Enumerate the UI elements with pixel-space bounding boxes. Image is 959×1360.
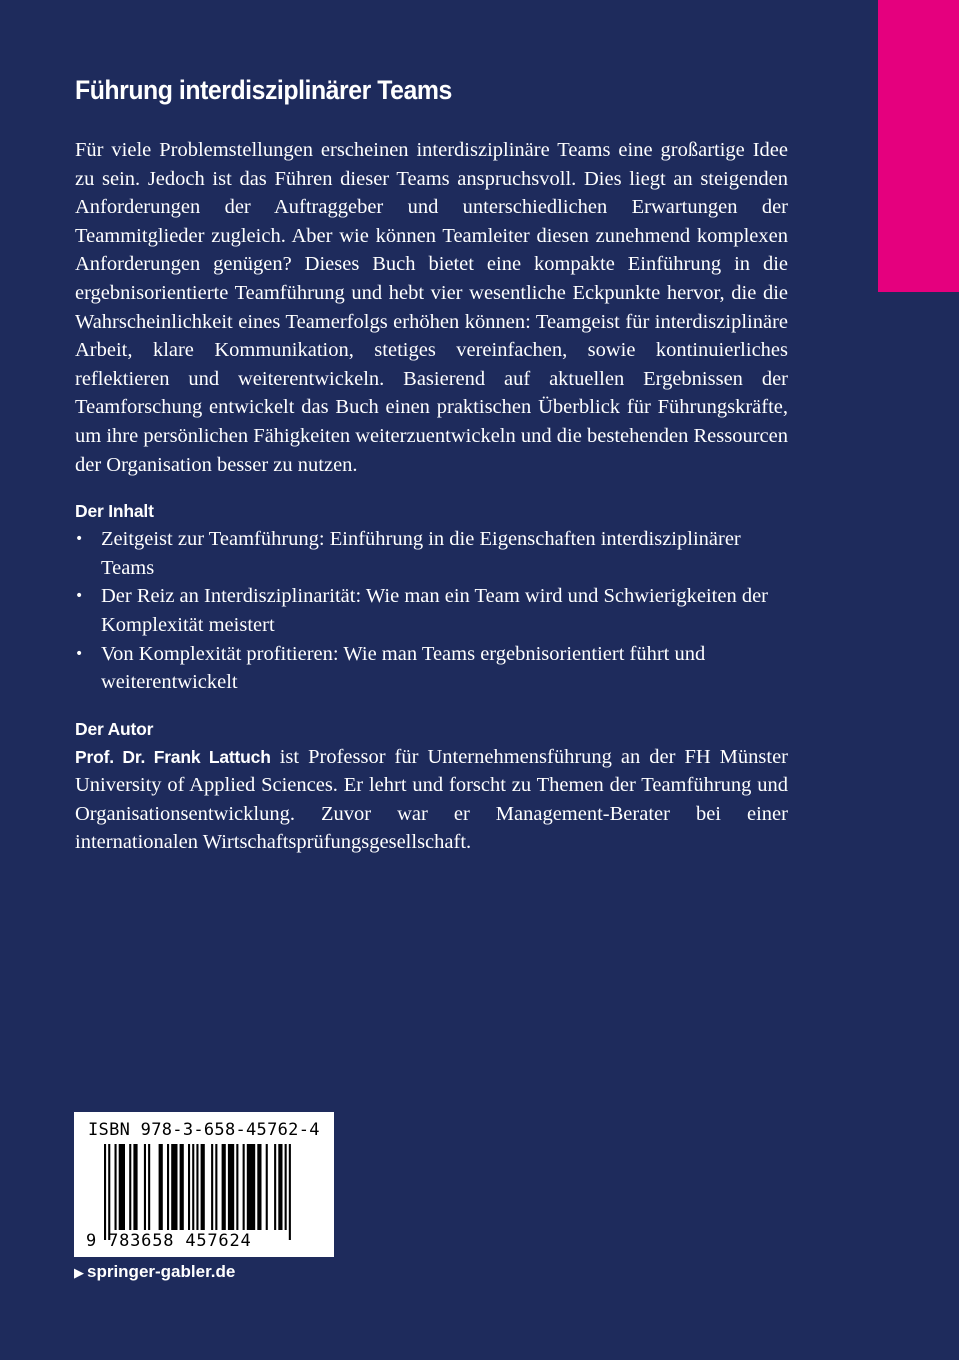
publisher-website [74,1262,235,1282]
autor-heading: Der Autor [75,718,154,739]
isbn-label: ISBN 978-3-658-45762-4 [88,1120,320,1140]
barcode-bar [257,1144,261,1230]
barcode-bar [188,1144,190,1230]
inhalt-list [75,525,788,697]
barcode-bar [119,1144,125,1230]
barcode-bar [274,1144,276,1230]
barcode-bar [201,1144,205,1230]
barcode-bar [104,1144,106,1240]
book-title: Führung interdisziplinärer Teams [75,75,452,105]
barcode-bar [148,1144,150,1230]
barcode-bar [236,1144,238,1230]
triangle-right-icon: ▶ [74,1265,84,1280]
list-item [75,640,781,697]
barcode-bar [289,1144,291,1240]
author-bio-text: ist Professor für Unternehmensführung an der FH Münster University of Applied Sciences. Er lehrt und forscht zu Themen der Teamführung und Organisationsentwicklung. Zuvor war er Management-Berater bei einer internationalen Wirtschaftsprüfungsgesellschaft. [75,745,788,854]
barcode-digits: 9 783658 457624 [86,1231,252,1251]
barcode-bar [243,1144,245,1230]
publisher-website-text: springer-gabler.de [87,1262,236,1281]
barcode-bar [211,1144,213,1230]
list-item-text: Der Reiz an Interdisziplinarität: Wie man ein Team wird und Schwierigkeiten der Komplexität meistert [101,585,769,636]
barcode-bar [215,1144,217,1230]
barcode-bar [108,1144,110,1240]
inhalt-heading: Der Inhalt [75,501,154,522]
barcode-bar [222,1144,226,1230]
book-description: Für viele Problemstellungen erscheinen interdisziplinäre Teams eine großartige Idee zu sein. Jedoch ist das Führen dieser Teams anspruchsvoll. Dies liegt an steigenden Anforderungen der Auftraggeber und unterschiedlichen Erwartungen der Teammitglieder zugleich. Aber wie können Teamleiter diesen zunehmend komplexen Anforderungen genügen? Dieses Buch bietet eine kompakte Einführung in die ergebnisorientierte Teamführung und hebt vier wesentliche Eckpunkte hervor, die die Wahrscheinlichkeit eines Teamerfolgs erhöhen können: Teamgeist für interdisziplinäre Arbeit, klare Kommunikation, stetiges vereinfachen, sowie kontinuierliches reflektieren und weiterentwickeln. Basierend auf aktuellen Ergebnissen der Teamforschung entwickelt das Buch einen praktischen Überblick für Führungskräfte, um ihre persönlichen Fähigkeiten weiterzuentwickeln und die bestehenden Ressourcen der Organisation besser zu nutzen. [75,139,788,476]
barcode-bar [247,1144,255,1230]
isbn-barcode [74,1112,334,1257]
accent-color-band [878,0,959,292]
barcode-bar [278,1144,282,1230]
barcode-bar [144,1144,146,1230]
barcode-bar [115,1144,117,1230]
bullet-icon: • [75,645,84,662]
barcode-bars [104,1144,304,1240]
barcode-bar [171,1144,177,1230]
barcode-bar [228,1144,234,1230]
list-item-text: Von Komplexität profitieren: Wie man Teams ergebnisorientiert führt und weiterentwickelt [101,642,706,694]
back-cover-content [75,70,788,857]
bullet-icon: • [75,531,84,548]
barcode-bar [180,1144,184,1230]
barcode-bar [285,1144,287,1230]
barcode-bar [129,1144,131,1230]
author-bio [75,743,788,857]
barcode-bar [266,1144,268,1230]
barcode-bar [167,1144,169,1230]
barcode-bar [133,1144,137,1230]
list-item [75,525,781,582]
list-item-text: Zeitgeist zur Teamführung: Einführung in die Eigenschaften interdisziplinärer Teams [101,528,741,579]
barcode-bar [196,1144,198,1230]
author-name: Prof. Dr. Frank Lattuch [75,746,271,767]
list-item [75,582,781,639]
barcode-bar [192,1144,194,1230]
barcode-bar [159,1144,163,1230]
bullet-icon: • [75,588,84,605]
